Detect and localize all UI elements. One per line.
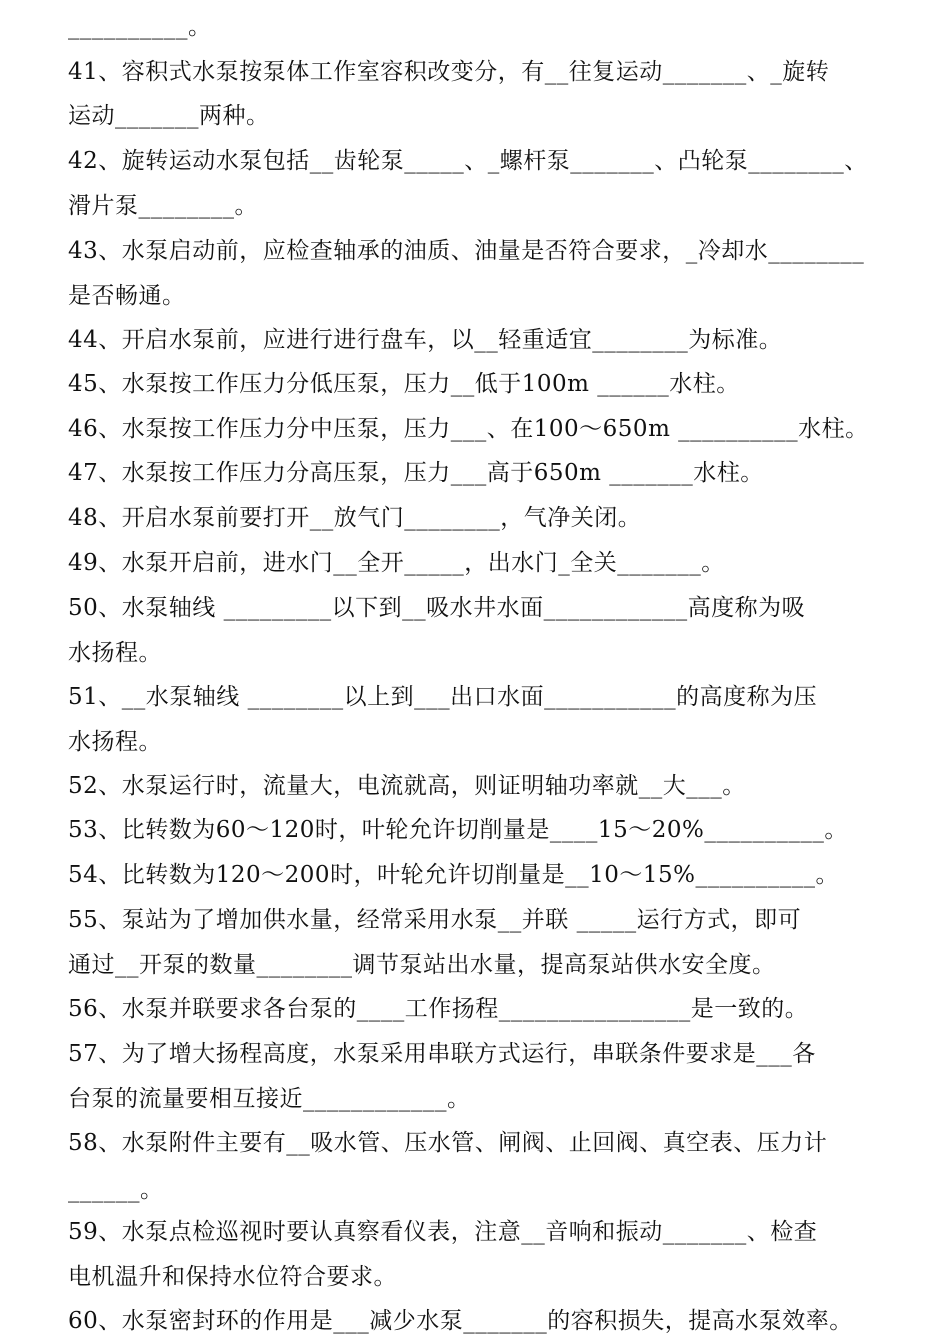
text-line-15: 水扬程。 xyxy=(68,640,162,666)
text-line-19: 53、比转数为60～120时，叶轮允许切削量是____15～20%__________。 xyxy=(68,817,848,843)
text-line-12: 48、开启水泵前要打开__放气门________，气净关闭。 xyxy=(68,505,642,531)
text-line-11: 47、水泵按工作压力分高压泵，压力___高于650m _______水柱。 xyxy=(68,460,764,486)
text-line-27: ______。 xyxy=(68,1177,164,1203)
text-line-10: 46、水泵按工作压力分中压泵，压力___、在100～650m __________水柱。 xyxy=(68,416,869,442)
text-line-20: 54、比转数为120～200时，叶轮允许切削量是__10～15%__________。 xyxy=(68,862,839,888)
text-line-17: 水扬程。 xyxy=(68,729,162,755)
text-line-30: 60、水泵密封环的作用是___减少水泵_______的容积损失，提高水泵效率。 xyxy=(68,1308,853,1334)
text-line-22: 通过__开泵的数量________调节泵站出水量，提高泵站供水安全度。 xyxy=(68,952,776,978)
text-line-21: 55、泵站为了增加供水量，经常采用水泵__并联 _____运行方式，即可 xyxy=(68,907,802,933)
text-line-26: 58、水泵附件主要有__吸水管、压水管、闸阀、止回阀、真空表、压力计 xyxy=(68,1130,828,1156)
text-line-5: 滑片泵________。 xyxy=(68,193,258,219)
text-line-3: 运动_______两种。 xyxy=(68,103,270,129)
text-line-28: 59、水泵点检巡视时要认真察看仪表，注意__音响和振动_______、检查 xyxy=(68,1219,818,1245)
text-line-9: 45、水泵按工作压力分低压泵，压力__低于100m ______水柱。 xyxy=(68,371,740,397)
text-line-14: 50、水泵轴线 _________以下到__吸水井水面____________高度称为吸 xyxy=(68,595,806,621)
text-line-29: 电机温升和保持水位符合要求。 xyxy=(68,1264,397,1290)
text-line-6: 43、水泵启动前，应检查轴承的油质、油量是否符合要求，_冷却水________ xyxy=(68,238,865,264)
text-line-8: 44、开启水泵前，应进行进行盘车，以__轻重适宜________为标准。 xyxy=(68,327,783,353)
text-line-2: 41、容积式水泵按泵体工作室容积改变分，有__往复运动_______、_旋转 xyxy=(68,59,830,85)
text-line-23: 56、水泵并联要求各台泵的____工作扬程________________是一致的。 xyxy=(68,996,809,1022)
text-line-4: 42、旋转运动水泵包括__齿轮泵_____、_螺杆泵_______、凸轮泵________、 xyxy=(68,148,868,174)
text-line-13: 49、水泵开启前，进水门__全开_____，出水门_全关_______。 xyxy=(68,550,725,576)
text-line-7: 是否畅通。 xyxy=(68,283,186,309)
text-line-1: __________。 xyxy=(68,14,212,40)
text-line-16: 51、__水泵轴线 ________以上到___出口水面___________的高度称为压 xyxy=(68,684,818,710)
text-line-18: 52、水泵运行时，流量大，电流就高，则证明轴功率就__大___。 xyxy=(68,773,746,799)
text-line-25: 台泵的流量要相互接近____________。 xyxy=(68,1086,471,1112)
text-line-24: 57、为了增大扬程高度，水泵采用串联方式运行，串联条件要求是___各 xyxy=(68,1041,816,1067)
